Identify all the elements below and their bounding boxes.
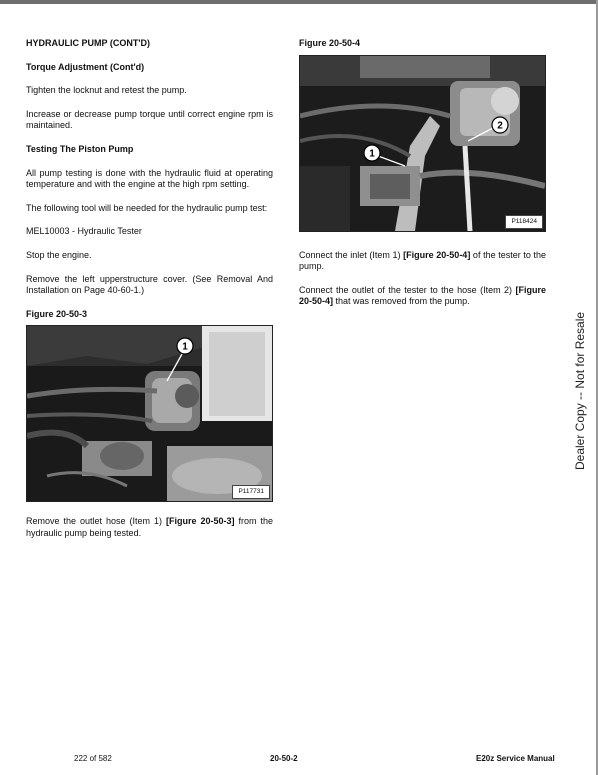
left-column [26,38,273,552]
figure-4-reference-2[interactable]: [Figure 20-50-4] [299,284,546,307]
footer-section-number: 20-50-2 [270,754,298,763]
paragraph-increase: Increase or decrease pump torque until correct engine rpm is maintained. [26,108,273,131]
figure-4-callout-1: 1 [369,148,375,160]
figure-4-callout-2: 2 [497,120,503,132]
figure-3-caption: Figure 20-50-3 [26,308,88,319]
page-top-border [0,0,598,4]
tool-name: MEL10003 - Hydraulic Tester [26,226,142,237]
paragraph-stop-engine: Stop the engine. [26,249,92,260]
torque-subheading: Torque Adjustment (Cont'd) [26,61,145,72]
figure-4-photo [299,55,546,232]
figure-4-image-id: P118424 [505,215,543,229]
paragraph-pump-testing: All pump testing is done with the hydraulic fluid at operating temperature and with the engine at the high rpm setting. [26,167,273,190]
paragraph-tighten: Tighten the locknut and retest the pump. [26,85,187,96]
footer-manual-title: E20z Service Manual [476,754,555,763]
figure-3-callout-1: 1 [182,341,188,353]
paragraph-remove-cover: Remove the left upperstructure cover. (See Removal And Installation on Page 40-60-1.) [26,273,273,296]
figure-4-caption: Figure 20-50-4 [299,38,361,48]
connect-inlet-text-a: Connect the inlet (Item 1) [299,249,404,260]
figure-3-image-id: P117731 [232,485,270,499]
paragraph-tool-needed: The following tool will be needed for the hydraulic pump test: [26,202,268,213]
footer-page-count: 222 of 582 [74,754,112,763]
paragraph-remove-hose [26,516,273,539]
remove-hose-text-a: Remove the outlet hose (Item 1) [26,516,166,527]
figure-3-illustration [27,326,272,501]
right-column [299,38,546,320]
figure-4-reference-1[interactable]: [Figure 20-50-4] [403,249,471,260]
section-heading: HYDRAULIC PUMP (CONT'D) [26,38,150,48]
figure-3-photo [26,325,273,502]
paragraph-connect-inlet [299,250,546,273]
paragraph-connect-outlet [299,285,546,308]
dealer-copy-watermark: Dealer Copy -- Not for Resale [573,311,587,470]
connect-outlet-text-a: Connect the outlet of the tester to the hose (Item 2) [299,284,516,295]
testing-subheading: Testing The Piston Pump [26,143,134,154]
connect-outlet-text-b: that was removed from the pump. [333,296,470,307]
figure-3-reference[interactable]: [Figure 20-50-3] [166,516,235,527]
remove-hose-text-b: from the hydraulic pump being tested. [26,516,274,538]
connect-inlet-text-b: of the tester to the pump. [299,249,546,272]
figure-4-illustration [300,56,545,231]
